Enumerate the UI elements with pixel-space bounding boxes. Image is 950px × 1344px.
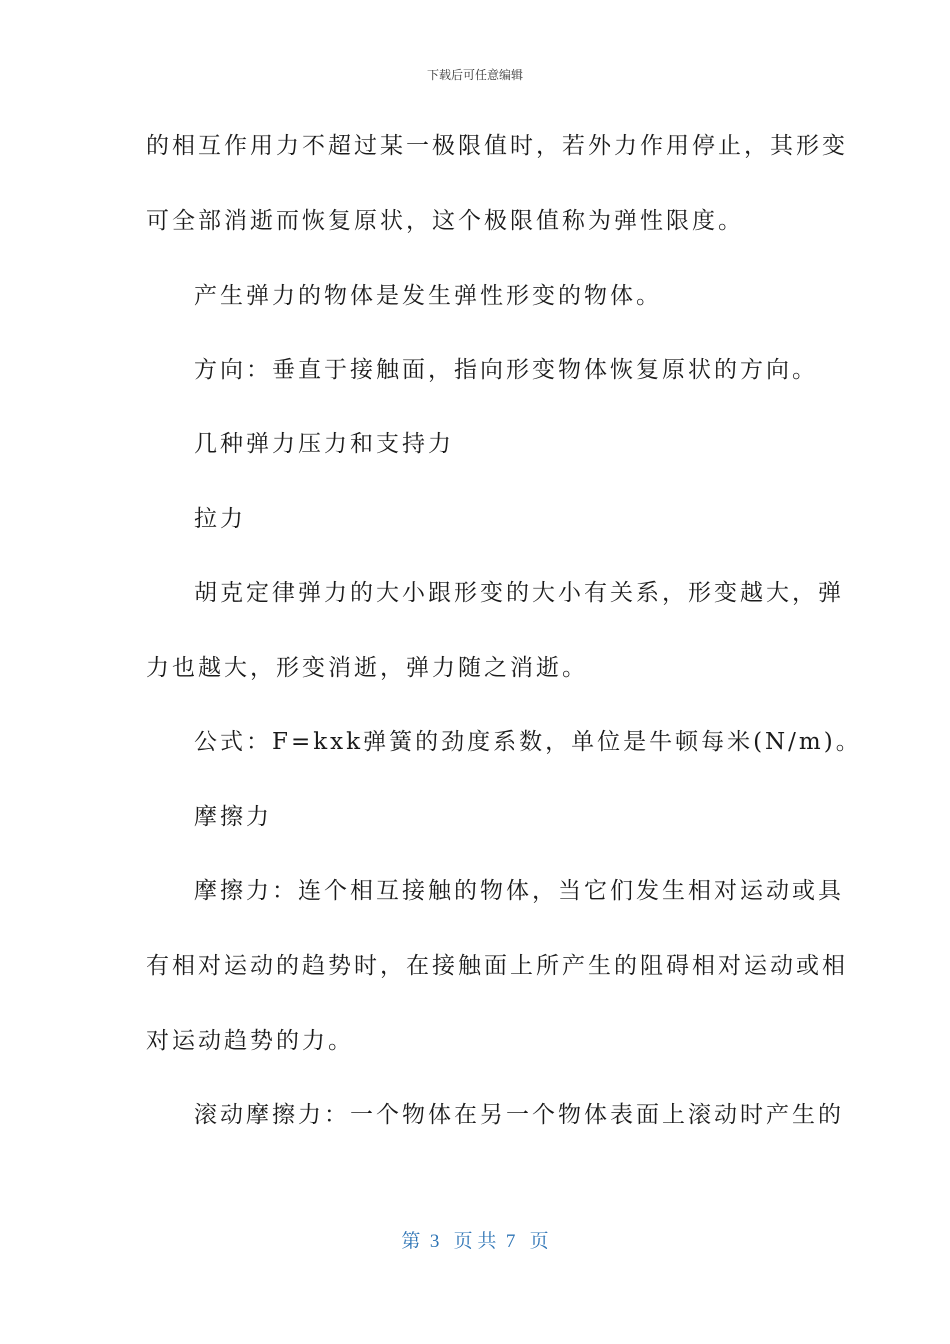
section-heading: 几种弹力压力和支持力 bbox=[194, 431, 454, 457]
section-heading: 拉力 bbox=[194, 506, 246, 532]
body-line: 的相互作用力不超过某一极限值时，若外力作用停止，其形变 bbox=[146, 133, 848, 159]
section-heading: 摩擦力 bbox=[194, 804, 272, 830]
body-line: 有相对运动的趋势时，在接触面上所产生的阻碍相对运动或相 bbox=[146, 953, 848, 979]
body-line: 产生弹力的物体是发生弹性形变的物体。 bbox=[194, 283, 662, 309]
page-number-footer: 第 3 页 共 7 页 bbox=[401, 1231, 549, 1252]
formula-line: 公式：F=kxk弹簧的劲度系数，单位是牛顿每米(N/m)。 bbox=[194, 729, 862, 755]
body-line: 可全部消逝而恢复原状，这个极限值称为弹性限度。 bbox=[146, 208, 744, 234]
body-line: 胡克定律弹力的大小跟形变的大小有关系，形变越大，弹 bbox=[194, 580, 844, 606]
body-line: 力也越大，形变消逝，弹力随之消逝。 bbox=[146, 655, 588, 681]
body-line: 方向：垂直于接触面，指向形变物体恢复原状的方向。 bbox=[194, 357, 818, 383]
body-line: 摩擦力：连个相互接触的物体，当它们发生相对运动或具 bbox=[194, 878, 844, 904]
body-line: 对运动趋势的力。 bbox=[146, 1028, 354, 1054]
body-line: 滚动摩擦力：一个物体在另一个物体表面上滚动时产生的 bbox=[194, 1102, 844, 1128]
page-header: 下载后可任意编辑 bbox=[426, 68, 523, 82]
